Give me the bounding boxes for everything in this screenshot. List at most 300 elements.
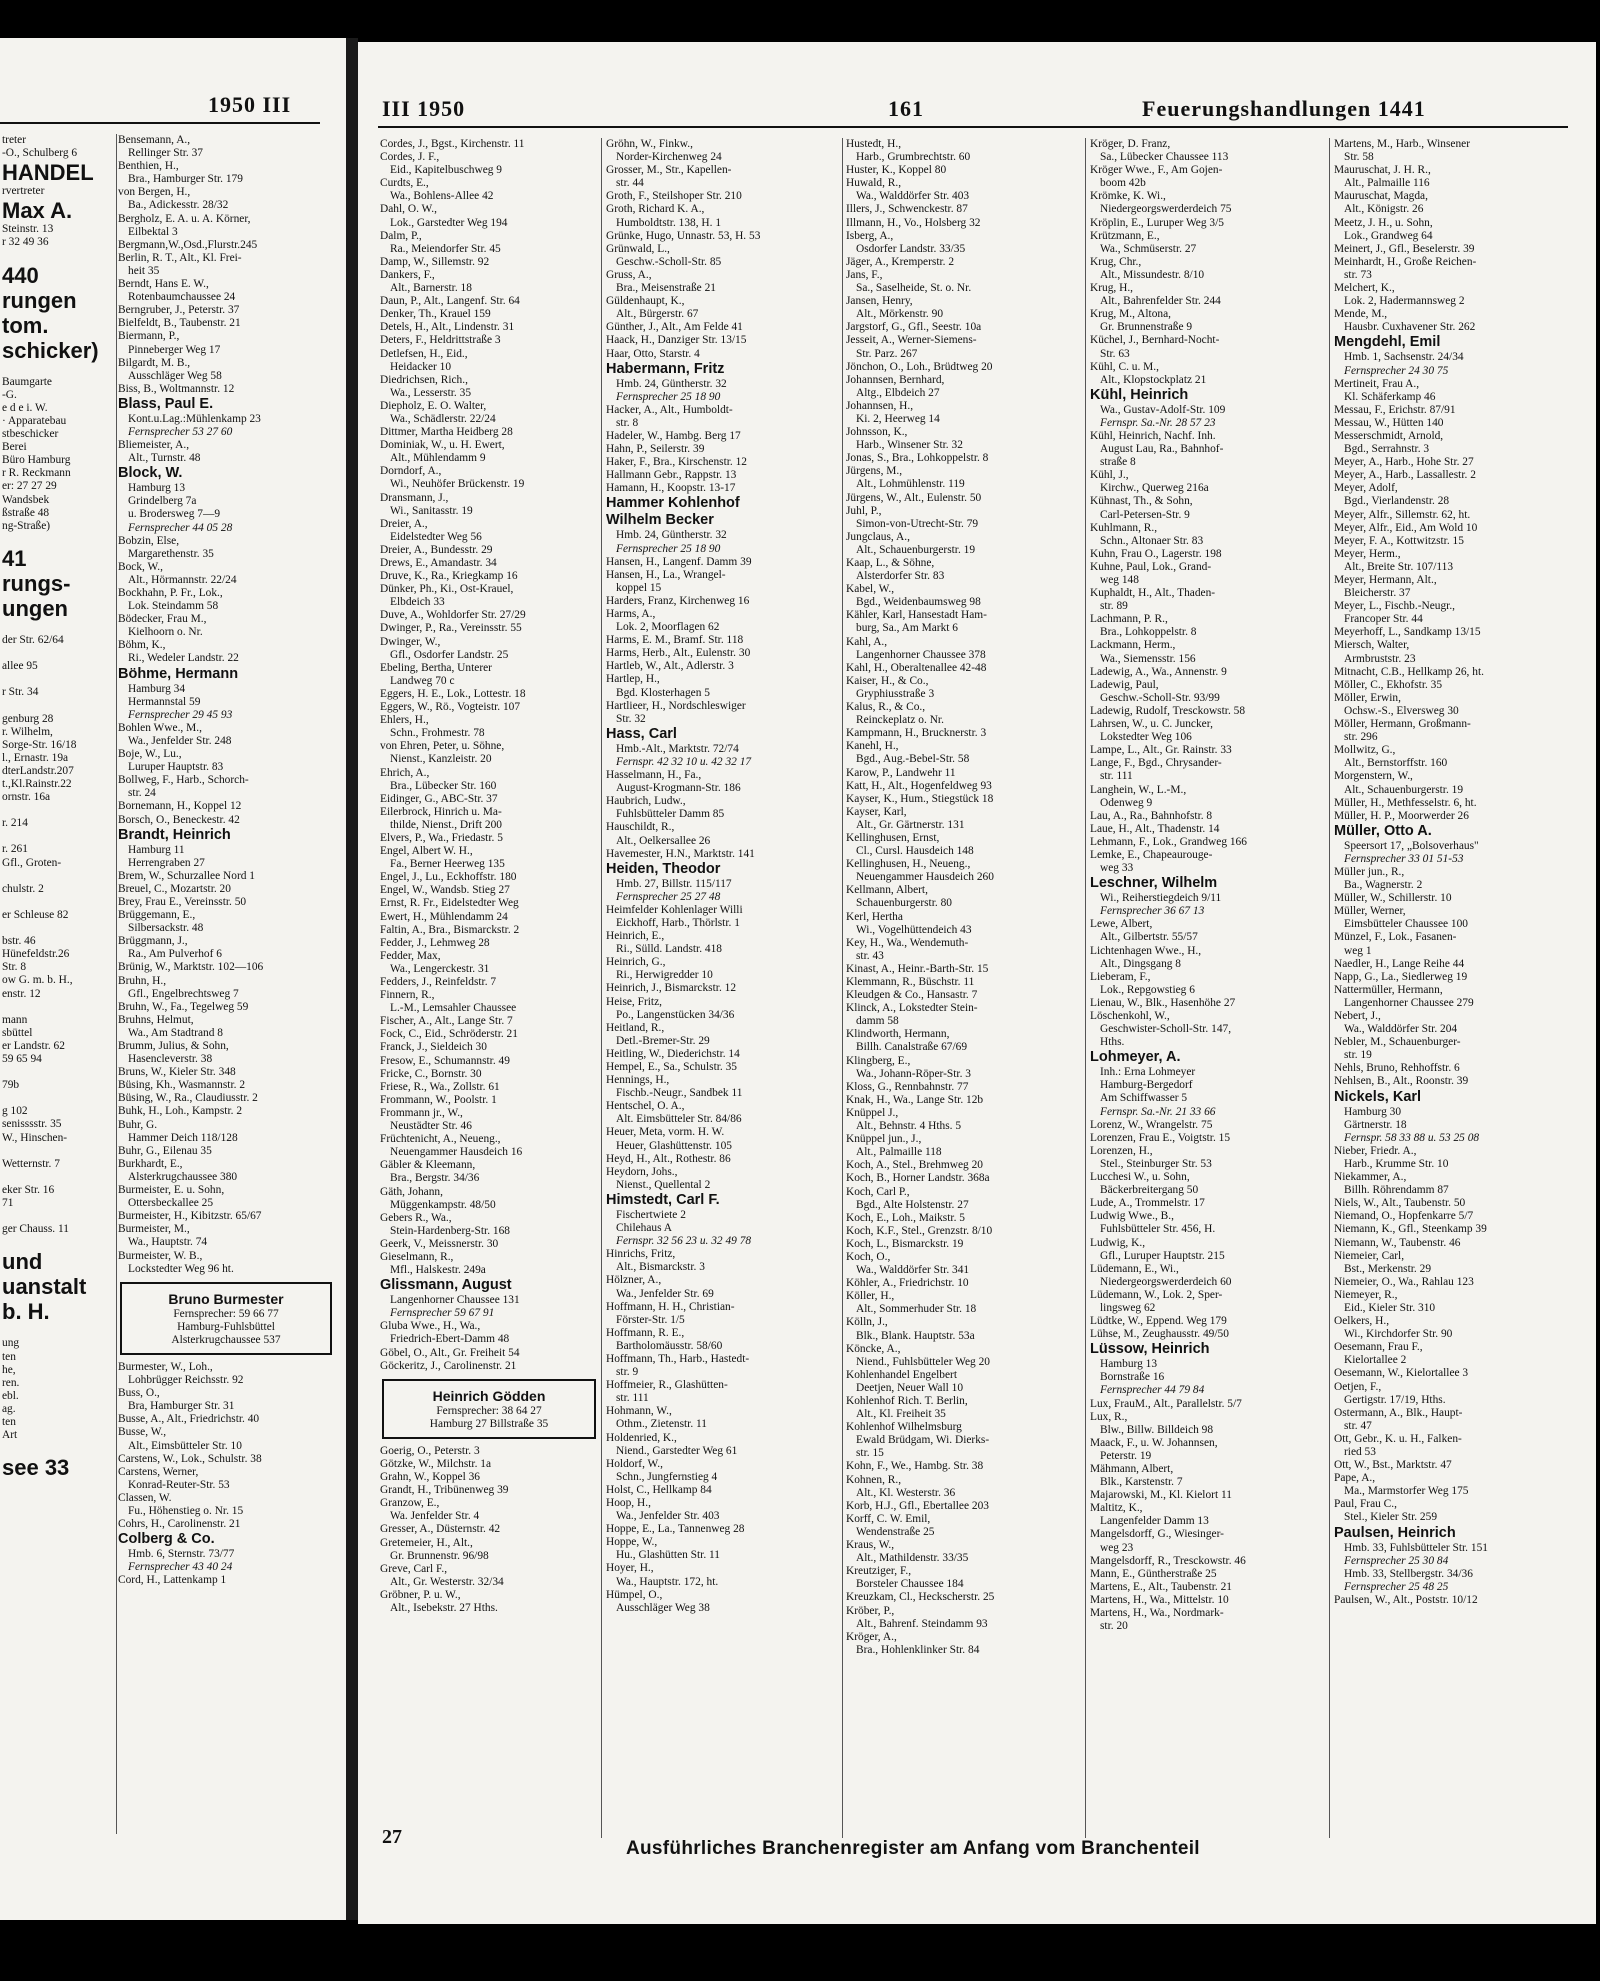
- directory-entry: [2, 249, 114, 262]
- directory-entry: Kuhn, Frau O., Lagerstr. 198: [1090, 547, 1222, 560]
- left-column-b: [118, 134, 334, 1587]
- directory-entry: Mangelsdorff, G., Wiesinger-: [1090, 1528, 1224, 1541]
- directory-entry: Fedder, J., Lehmweg 28: [380, 936, 490, 949]
- entry-address-line: Detl.-Bremer-Str. 29: [616, 1034, 710, 1047]
- ad-company-name: Heinrich Gödden: [432, 1387, 546, 1404]
- entry-address-line: Fernspr. Sa.-Nr. 28 57 23: [1100, 416, 1216, 429]
- entry-address-line: Elbdeich 33: [390, 596, 445, 609]
- directory-entry: Melchert, K.,: [1334, 282, 1395, 295]
- entry-address-line: straße 8: [1100, 456, 1136, 469]
- entry-address-line: Ba., Wagnerstr. 2: [1344, 879, 1423, 892]
- column-divider: [1329, 138, 1330, 1838]
- directory-entry: Burmeister, E. u. Sohn,: [118, 1184, 225, 1197]
- directory-entry: Diepholz, E. O. Walter,: [380, 399, 487, 412]
- directory-entry: Kühl, C. u. M.,: [1090, 360, 1159, 373]
- directory-column-1: [380, 138, 598, 1615]
- directory-entry: Jürgens, M.,: [846, 465, 903, 478]
- directory-entry: Hartlep, H.,: [606, 673, 660, 686]
- entry-address-line: Ri., Herwigredder 10: [616, 969, 713, 982]
- directory-entry: Bockhahn, P. Fr., Lok.,: [118, 587, 223, 599]
- directory-entry: Detlefsen, H., Eid.,: [380, 347, 468, 360]
- ad-detail-line: Hamburg-Fuhlsbüttel: [177, 1320, 275, 1333]
- directory-entry: Kohlenhof Wilhelmsburg: [846, 1421, 962, 1434]
- directory-entry: Müller, W., Schillerstr. 10: [1334, 892, 1452, 905]
- entry-address-line: str. 43: [856, 949, 884, 962]
- directory-column-3: [846, 138, 1082, 1657]
- directory-entry: Lude, A., Trommelstr. 17: [1090, 1197, 1205, 1210]
- entry-address-line: Ra., Meiendorfer Str. 45: [390, 242, 501, 255]
- entry-address-line: Gfl., Luruper Hauptstr. 215: [1100, 1249, 1225, 1262]
- directory-entry: Engel, Albert W. H.,: [380, 845, 473, 858]
- entry-address-line: Wa., Bohlens-Allee 42: [390, 190, 494, 203]
- directory-entry: Gröbner, P. u. W.,: [380, 1588, 461, 1601]
- entry-address-line: Margarethenstr. 35: [128, 547, 214, 560]
- entry-address-line: Hu., Glashütten Str. 11: [616, 1549, 720, 1562]
- entry-address-line: Harb., Grumbrechtstr. 60: [856, 151, 971, 164]
- entry-address-line: Wa., Schädlerstr. 22/24: [390, 412, 496, 425]
- directory-entry: Harms, A.,: [606, 608, 656, 620]
- business-name-highlighted: Habermann, Fritz: [606, 360, 725, 377]
- directory-entry: Knüppel J.,: [846, 1106, 899, 1119]
- entry-address-line: Fa., Berner Heerweg 135: [390, 858, 505, 871]
- directory-entry: Eilerbrock, Hinrich u. Ma-: [380, 805, 502, 818]
- directory-entry: Krützmann, E.,: [1090, 229, 1160, 242]
- directory-entry: ßstraße 48: [2, 506, 50, 519]
- entry-address-line: Fernsprecher 25 48 25: [1344, 1580, 1449, 1593]
- entry-address-line: Bgd., Weidenbaumsweg 98: [856, 596, 981, 609]
- directory-entry: genburg 28: [2, 712, 54, 725]
- entry-address-line: Fischertwiete 2: [616, 1208, 686, 1221]
- entry-address-line: str. 111: [1100, 770, 1133, 783]
- directory-entry: Isberg, A.,: [846, 229, 894, 242]
- directory-entry: Lüdemann, E., Wi.,: [1090, 1262, 1179, 1275]
- entry-address-line: Niend., Fuhlsbütteler Weg 20: [856, 1355, 990, 1368]
- ad-detail-line: Fernsprecher: 38 64 27: [436, 1404, 542, 1417]
- directory-entry: Krömke, K. Wi.,: [1090, 190, 1166, 203]
- directory-entry: Kabel, W.,: [846, 583, 895, 596]
- entry-address-line: Fernsprecher 43 40 24: [128, 1561, 233, 1574]
- entry-address-line: Grindelberg 7a: [128, 495, 197, 508]
- entry-address-line: Str. Parz. 267: [856, 347, 918, 360]
- business-name-highlighted: Heiden, Theodor: [606, 860, 721, 877]
- entry-address-line: Schauenburgerstr. 80: [856, 897, 952, 910]
- entry-address-line: Lok., Grandweg 64: [1344, 229, 1433, 242]
- directory-entry: Korff, C. W. Emil,: [846, 1512, 931, 1525]
- directory-entry: Ehrich, A.,: [380, 766, 430, 779]
- directory-entry: ung: [2, 1337, 20, 1350]
- directory-entry: Oesemann, W., Kielortallee 3: [1334, 1367, 1469, 1380]
- business-name-highlighted: Paulsen, Heinrich: [1334, 1524, 1456, 1541]
- entry-address-line: Othm., Zietenstr. 11: [616, 1418, 708, 1431]
- directory-entry: Mann, E., Güntherstraße 25: [1090, 1567, 1217, 1580]
- directory-entry: Kayser, K., Hum., Stiegstück 18: [846, 792, 994, 805]
- directory-entry: Martens, E., Alt., Taubenstr. 21: [1090, 1580, 1232, 1593]
- directory-entry: Bruhn, W., Fa., Tegelweg 59: [118, 1000, 249, 1013]
- directory-entry: Goerig, O., Peterstr. 3: [380, 1444, 480, 1457]
- directory-entry: Brem, W., Schurzallee Nord 1: [118, 869, 255, 882]
- directory-entry: Cordes, J. F.,: [380, 151, 440, 164]
- directory-entry: Ott, W., Bst., Marktstr. 47: [1334, 1459, 1452, 1472]
- business-name-highlighted: Hass, Carl: [606, 725, 677, 742]
- directory-entry: Lorenz, W., Wrangelstr. 75: [1090, 1118, 1213, 1131]
- entry-address-line: Wa., Walddörfer Str. 403: [856, 190, 970, 203]
- directory-entry: Dwinger, W.,: [380, 635, 441, 648]
- entry-address-line: str. 44: [616, 177, 644, 190]
- directory-entry: Fedder, Max,: [380, 949, 441, 962]
- entry-address-line: Am Schiffwasser 5: [1100, 1092, 1188, 1105]
- directory-entry: Meyer, Adolf,: [1334, 482, 1398, 495]
- entry-address-line: Eickhoff, Harb., Thörlstr. 1: [616, 916, 740, 929]
- entry-address-line: Pinneberger Weg 17: [128, 343, 221, 356]
- entry-address-line: Alt., Palmaille 116: [1344, 177, 1430, 190]
- entry-address-line: August-Krogmann-Str. 186: [616, 782, 741, 795]
- directory-entry: ungen: [2, 595, 68, 621]
- column-divider: [1085, 138, 1086, 1838]
- directory-entry: Dünker, Ph., Ki., Ost-Krauel,: [380, 583, 514, 596]
- directory-entry: Klindworth, Hermann,: [846, 1028, 950, 1041]
- entry-address-line: Wa., Jenfelder Str. 248: [128, 734, 232, 747]
- directory-entry: Ott, Gebr., K. u. H., Falken-: [1334, 1432, 1462, 1445]
- entry-address-line: Langenhorner Chaussee 131: [390, 1294, 520, 1307]
- directory-entry: ornstr. 16a: [2, 791, 51, 804]
- directory-entry: Carstens, Werner,: [118, 1465, 199, 1478]
- directory-entry: Kahl, H., Oberaltenallee 42-48: [846, 661, 987, 674]
- directory-entry: Friese, R., Wa., Zollstr. 61: [380, 1080, 500, 1093]
- directory-entry: Gäth, Johann,: [380, 1185, 443, 1198]
- directory-entry: Frommann jr., W.,: [380, 1106, 463, 1119]
- entry-address-line: Hmb. 1, Sachsenstr. 24/34: [1344, 351, 1464, 364]
- directory-entry: Niemeier, Carl,: [1334, 1249, 1405, 1262]
- entry-address-line: Alt., Gr. Gärtnerstr. 131: [856, 818, 965, 831]
- entry-address-line: Alt. Eimsbütteler Str. 84/86: [616, 1113, 742, 1126]
- left-column-a: [2, 134, 114, 1480]
- directory-entry: Heitland, R.,: [606, 1021, 665, 1034]
- entry-address-line: Gryphiusstraße 3: [856, 687, 935, 700]
- directory-entry: Mangelsdorff, R., Tresckowstr. 46: [1090, 1554, 1246, 1567]
- entry-address-line: str. 73: [1344, 268, 1372, 281]
- entry-address-line: Lohbrügger Reichsstr. 92: [128, 1374, 244, 1387]
- right-header-rule: [378, 126, 1568, 128]
- directory-entry: Nehlsen, B., Alt., Roonstr. 39: [1334, 1075, 1469, 1088]
- entry-address-line: Gr. Brunnenstraße 9: [1100, 321, 1193, 334]
- entry-address-line: Odenweg 9: [1100, 796, 1153, 809]
- directory-entry: Wandsbek: [2, 493, 50, 506]
- directory-entry: [2, 699, 114, 712]
- directory-entry: Hustedt, H.,: [846, 138, 902, 150]
- entry-address-line: damm 58: [856, 1015, 899, 1028]
- entry-address-line: Alt., Eimsbütteler Str. 10: [128, 1439, 242, 1452]
- directory-entry: Martens, M., Harb., Winsener: [1334, 138, 1470, 150]
- directory-entry: Mauruschat, J. H. R.,: [1334, 164, 1431, 177]
- ad-company-name: Bruno Burmester: [168, 1290, 284, 1307]
- entry-address-line: Alt., Turnstr. 48: [128, 452, 201, 465]
- directory-entry: Busse, W.,: [118, 1426, 167, 1439]
- directory-entry: Güldenhaupt, K.,: [606, 295, 685, 308]
- business-name-highlighted: Kühl, Heinrich: [1090, 386, 1189, 403]
- directory-entry: Carstens, W., Lok., Schulstr. 38: [118, 1452, 262, 1465]
- directory-entry: Kühnast, Th., & Sohn,: [1090, 495, 1193, 508]
- entry-address-line: Stein-Hardenberg-Str. 168: [390, 1224, 511, 1237]
- entry-address-line: Bra., Meisenstraße 21: [616, 282, 716, 295]
- directory-entry: 59 65 94: [2, 1052, 42, 1065]
- directory-entry: Miersch, Walter,: [1334, 639, 1410, 652]
- directory-entry: Jürgens, W., Alt., Eulenstr. 50: [846, 491, 982, 504]
- directory-entry: [2, 533, 114, 546]
- directory-entry: r R. Reckmann: [2, 467, 71, 480]
- directory-entry: Kellmann, Albert,: [846, 884, 928, 897]
- directory-entry: r. 261: [2, 843, 28, 856]
- entry-address-line: Fernsprecher 25 30 84: [1344, 1554, 1449, 1567]
- directory-entry: Kaiser, H., & Co.,: [846, 674, 929, 687]
- entry-address-line: Luruper Hauptstr. 83: [128, 761, 224, 774]
- entry-address-line: Gr. Brunnenstr. 96/98: [390, 1549, 489, 1562]
- entry-address-line: Friedrich-Ebert-Damm 48: [390, 1333, 510, 1346]
- entry-address-line: Wa., Siemensstr. 156: [1100, 652, 1196, 665]
- entry-address-line: Fernsprecher 44 79 84: [1100, 1384, 1205, 1397]
- directory-entry: Müller, H. P., Moorwerder 26: [1334, 809, 1469, 822]
- entry-address-line: weg 148: [1100, 574, 1139, 586]
- directory-entry: Str. 8: [2, 961, 27, 974]
- directory-entry: Martens, H., Wa., Nordmark-: [1090, 1607, 1224, 1620]
- entry-address-line: Stel., Steinburger Str. 53: [1100, 1157, 1212, 1170]
- directory-entry: Müller, Werner,: [1334, 905, 1406, 918]
- directory-entry: -O., Schulberg 6: [2, 147, 78, 160]
- entry-address-line: Neuengammer Hausdeich 260: [856, 871, 994, 884]
- directory-entry: Holst, C., Hellkamp 84: [606, 1483, 712, 1496]
- directory-entry: Berngruber, J., Peterstr. 37: [118, 304, 240, 317]
- directory-entry: Kuphaldt, H., Alt., Thaden-: [1090, 587, 1216, 600]
- directory-entry: Hahn, P., Seilerstr. 39: [606, 443, 705, 456]
- entry-address-line: Fernsprecher 33 01 51-53: [1344, 852, 1464, 865]
- directory-entry: Korb, H.J., Gfl., Ebertallee 203: [846, 1499, 989, 1512]
- entry-address-line: Francoper Str. 44: [1344, 613, 1423, 626]
- directory-entry: Koch, O.,: [846, 1250, 891, 1263]
- directory-entry: Meetz, J. H., u. Sohn,: [1334, 216, 1433, 229]
- entry-address-line: str. 296: [1344, 731, 1378, 744]
- entry-address-line: Simon-von-Utrecht-Str. 79: [856, 517, 979, 530]
- directory-entry: Holdorf, W.,: [606, 1457, 663, 1470]
- entry-address-line: Peterstr. 19: [1100, 1449, 1152, 1462]
- directory-entry: Dittmer, Martha Heidberg 28: [380, 426, 513, 439]
- book-gutter: [346, 38, 358, 1920]
- directory-entry: Steinstr. 13: [2, 223, 54, 236]
- directory-entry: 79b: [2, 1079, 20, 1092]
- directory-entry: Gieselmann, R.,: [380, 1250, 454, 1263]
- entry-address-line: Bgd., Aug.-Bebel-Str. 58: [856, 753, 970, 766]
- directory-entry: [2, 870, 114, 883]
- directory-entry: Lüdtke, W., Eppend. Weg 179: [1090, 1315, 1227, 1328]
- directory-entry: b. H.: [2, 1299, 50, 1325]
- directory-entry: von Bergen, H.,: [118, 186, 191, 199]
- directory-entry: Klinck, A., Lokstedter Stein-: [846, 1002, 978, 1015]
- entry-address-line: Fernsprecher 25 27 48: [616, 890, 721, 903]
- directory-entry: Breuel, C., Mozartstr. 20: [118, 882, 231, 895]
- entry-address-line: Alt., Mörkenstr. 90: [856, 308, 944, 321]
- directory-entry: Elvers, P., Wa., Friedastr. 5: [380, 831, 503, 844]
- directory-entry: Kalus, R., & Co.,: [846, 701, 926, 714]
- directory-entry: Deters, F., Heldrittstraße 3: [380, 334, 501, 347]
- directory-entry: Berlin, R. T., Alt., Kl. Frei-: [118, 251, 242, 264]
- entry-address-line: Bornstraße 16: [1100, 1371, 1165, 1384]
- entry-address-line: str. 24: [128, 787, 156, 800]
- directory-entry: Ladewig, Paul,: [1090, 678, 1159, 691]
- entry-address-line: Alt., Mühlendamm 9: [390, 452, 486, 465]
- directory-entry: Frommann, W., Poolstr. 1: [380, 1093, 497, 1106]
- directory-entry: Illers, J., Schwenckestr. 87: [846, 203, 968, 216]
- directory-entry: Hasselmann, H., Fa.,: [606, 769, 702, 782]
- directory-entry: Nattermüller, Hermann,: [1334, 983, 1443, 996]
- entry-address-line: Humboldtstr. 138, H. 1: [616, 216, 722, 229]
- directory-entry: Ladewig, A., Wa., Annenstr. 9: [1090, 665, 1227, 678]
- entry-address-line: weg 23: [1100, 1541, 1134, 1554]
- directory-entry: Krug, H.,: [1090, 282, 1134, 295]
- directory-entry: Grahn, W., Koppel 36: [380, 1471, 480, 1484]
- entry-address-line: Blk., Karstenstr. 7: [1100, 1476, 1183, 1489]
- directory-entry: Karow, P., Landwehr 11: [846, 766, 956, 779]
- directory-entry: Niekammer, A.,: [1334, 1171, 1407, 1184]
- directory-entry: Kinast, A., Heinr.-Barth-Str. 15: [846, 962, 989, 975]
- directory-entry: Mauruschat, Magda,: [1334, 190, 1428, 203]
- business-name-highlighted: Block, W.: [118, 465, 183, 482]
- directory-entry: Jönchon, O., Loh., Brüdtweg 20: [846, 360, 993, 373]
- entry-address-line: Eid., Kapitelbuschweg 9: [390, 164, 502, 177]
- directory-entry: Langhein, W., L.-M.,: [1090, 783, 1187, 796]
- directory-entry: Haack, H., Danziger Str. 13/15: [606, 334, 747, 347]
- directory-entry: uanstalt: [2, 1274, 87, 1300]
- directory-entry: Bergholz, E. A. u. A. Körner,: [118, 212, 251, 225]
- directory-entry: Heinrich, J., Bismarckstr. 12: [606, 982, 737, 995]
- directory-entry: Katt, H., Alt., Hogenfeldweg 93: [846, 779, 992, 792]
- entry-address-line: Alt., Schauenburgerstr. 19: [856, 543, 976, 556]
- directory-entry: Kleudgen & Co., Hansastr. 7: [846, 989, 978, 1002]
- entry-address-line: boom 42b: [1100, 177, 1146, 190]
- entry-address-line: Kielortallee 2: [1344, 1354, 1407, 1367]
- directory-entry: Messau, W., Hütten 140: [1334, 416, 1444, 429]
- directory-entry: -G.: [2, 388, 17, 401]
- entry-address-line: Fernspr. 32 56 23 u. 32 49 78: [616, 1235, 752, 1248]
- directory-entry: Grandt, H., Tribünenweg 39: [380, 1484, 509, 1497]
- entry-address-line: Bra., Hamburger Str. 179: [128, 173, 243, 186]
- directory-entry: Pape, A.,: [1334, 1472, 1376, 1485]
- directory-entry: Bollweg, F., Harb., Schorch-: [118, 774, 249, 787]
- entry-address-line: Alt., Barnerstr. 18: [390, 282, 472, 295]
- directory-entry: Gebers R., Wa.,: [380, 1211, 452, 1224]
- entry-address-line: Wa., Lesserstr. 35: [390, 386, 472, 399]
- entry-address-line: Hammer Deich 118/128: [128, 1131, 238, 1144]
- directory-entry: allee 95: [2, 660, 38, 673]
- directory-entry: [2, 1145, 114, 1158]
- entry-address-line: Lok. 2, Hadermannsweg 2: [1344, 295, 1465, 308]
- entry-address-line: Kl. Schäferkamp 46: [1344, 390, 1436, 403]
- entry-address-line: Fischb.-Neugr., Sandbek 11: [616, 1087, 743, 1100]
- directory-entry: [2, 673, 114, 686]
- directory-entry: Buhr, G., Eilenau 35: [118, 1144, 212, 1157]
- entry-address-line: Rotenbaumchaussee 24: [128, 291, 236, 304]
- directory-entry: see 33: [2, 1455, 70, 1481]
- directory-entry: Messerschmidt, Arnold,: [1334, 429, 1444, 442]
- directory-entry: Hansen, H., Langenf. Damm 39: [606, 555, 752, 568]
- directory-entry: [2, 647, 114, 660]
- directory-entry: Classen, W.: [118, 1491, 172, 1504]
- directory-entry: Jargstorf, G., Gfl., Seestr. 10a: [846, 321, 982, 334]
- directory-entry: Napp, G., La., Siedlerweg 19: [1334, 970, 1468, 983]
- entry-address-line: Wa. Jenfelder Str. 4: [390, 1510, 480, 1523]
- entry-address-line: str. 15: [856, 1447, 884, 1460]
- entry-address-line: Fernspr. 58 33 88 u. 53 25 08: [1344, 1131, 1480, 1144]
- directory-entry: [2, 830, 114, 843]
- entry-address-line: Alsterdorfer Str. 83: [856, 570, 945, 583]
- directory-entry: Burmester, W., Loh.,: [118, 1360, 213, 1373]
- directory-entry: Hauschildt, R.,: [606, 821, 675, 834]
- entry-address-line: Wa., Schmüserstr. 27: [1100, 242, 1197, 255]
- directory-entry: Max A.: [2, 198, 73, 224]
- directory-entry: Meinert, J., Gfl., Beselerstr. 39: [1334, 242, 1475, 255]
- directory-entry: Koch, E., Loh., Maikstr. 5: [846, 1211, 965, 1224]
- directory-entry: [2, 804, 114, 817]
- directory-entry: Groth, F., Steilshoper Str. 210: [606, 190, 742, 203]
- directory-entry: Majarowski, M., Kl. Kielort 11: [1090, 1489, 1232, 1502]
- directory-entry: Biermann, P.,: [118, 330, 180, 343]
- directory-entry: Lienau, W., Blk., Hasenhöhe 27: [1090, 996, 1236, 1009]
- entry-address-line: Fernspr. Sa.-Nr. 21 33 66: [1100, 1105, 1216, 1118]
- entry-address-line: u. Brodersweg 7—9: [128, 508, 221, 521]
- directory-entry: Hempel, E., Sa., Schulstr. 35: [606, 1061, 737, 1073]
- entry-address-line: Fernsprecher 25 18 90: [616, 542, 721, 555]
- entry-address-line: Alt., Kl. Westerstr. 36: [856, 1486, 956, 1499]
- directory-entry: Kröger, A.,: [846, 1630, 897, 1643]
- entry-address-line: August Lau, Ra., Bahnhof-: [1100, 443, 1224, 456]
- entry-address-line: Lok., Repgowstieg 6: [1100, 983, 1195, 996]
- directory-entry: Duve, A., Wohldorfer Str. 27/29: [380, 609, 526, 622]
- directory-entry: Lorenzen, Frau E., Voigtstr. 15: [1090, 1131, 1231, 1144]
- directory-entry: Köller, H.,: [846, 1290, 895, 1303]
- directory-entry: Hamann, H., Koopstr. 13-17: [606, 482, 736, 495]
- right-page-header-right: Feuerungshandlungen 1441: [1142, 96, 1426, 121]
- directory-entry: Kayser, Karl,: [846, 805, 907, 818]
- entry-address-line: Bra., Lübecker Str. 160: [390, 779, 497, 792]
- directory-entry: Johannsen, Bernhard,: [846, 373, 945, 386]
- directory-entry: Krug, Chr.,: [1090, 255, 1142, 268]
- directory-entry: Hünefeldstr.26: [2, 948, 70, 961]
- directory-entry: Löschenkohl, W.,: [1090, 1010, 1170, 1022]
- directory-entry: Brumm, Julius, & Sohn,: [118, 1040, 229, 1052]
- directory-entry: Fischer, A., Alt., Lange Str. 7: [380, 1015, 513, 1028]
- directory-entry: Hennings, H.,: [606, 1074, 670, 1087]
- directory-entry: Lorenzen, H.,: [1090, 1144, 1153, 1157]
- business-name-highlighted: Hammer Kohlenhof: [606, 495, 740, 512]
- entry-address-line: Alt., Gilbertstr. 55/57: [1100, 931, 1198, 944]
- directory-entry: Bergmann,W.,Osd.,Flurstr.245: [118, 238, 258, 251]
- directory-entry: Maltitz, K.,: [1090, 1502, 1143, 1515]
- entry-address-line: Wa., Hauptstr. 74: [128, 1236, 208, 1249]
- directory-entry: enstr. 12: [2, 987, 41, 1000]
- directory-entry: Hoffmeier, R., Glashütten-: [606, 1379, 728, 1392]
- directory-entry: Bliemeister, A.,: [118, 439, 190, 452]
- directory-entry: Gfl., Groten-: [2, 856, 62, 869]
- footer-branch-register-note: Ausführliches Branchenregister am Anfang vom Branchenteil: [626, 1838, 1200, 1859]
- directory-entry: Meyer, L., Fischb.-Neugr.,: [1334, 600, 1456, 613]
- directory-entry: Kampmann, H., Brucknerstr. 3: [846, 727, 987, 740]
- entry-address-line: Alt., Mathildenstr. 33/35: [856, 1552, 969, 1565]
- entry-address-line: Fernsprecher 36 67 13: [1100, 905, 1205, 918]
- directory-entry: Eggers, W., Rö., Vogteistr. 107: [380, 701, 521, 714]
- directory-entry: Koch, K.F., Stel., Grenzstr. 8/10: [846, 1224, 993, 1237]
- entry-address-line: Geschw.-Scholl-Str. 93/99: [1100, 691, 1220, 704]
- directory-entry: Nehls, Bruno, Rehhoffstr. 6: [1334, 1062, 1460, 1075]
- directory-entry: Kerl, Hertha: [846, 910, 903, 923]
- advertisement-box: [382, 1379, 596, 1439]
- entry-address-line: str. 20: [1100, 1620, 1128, 1633]
